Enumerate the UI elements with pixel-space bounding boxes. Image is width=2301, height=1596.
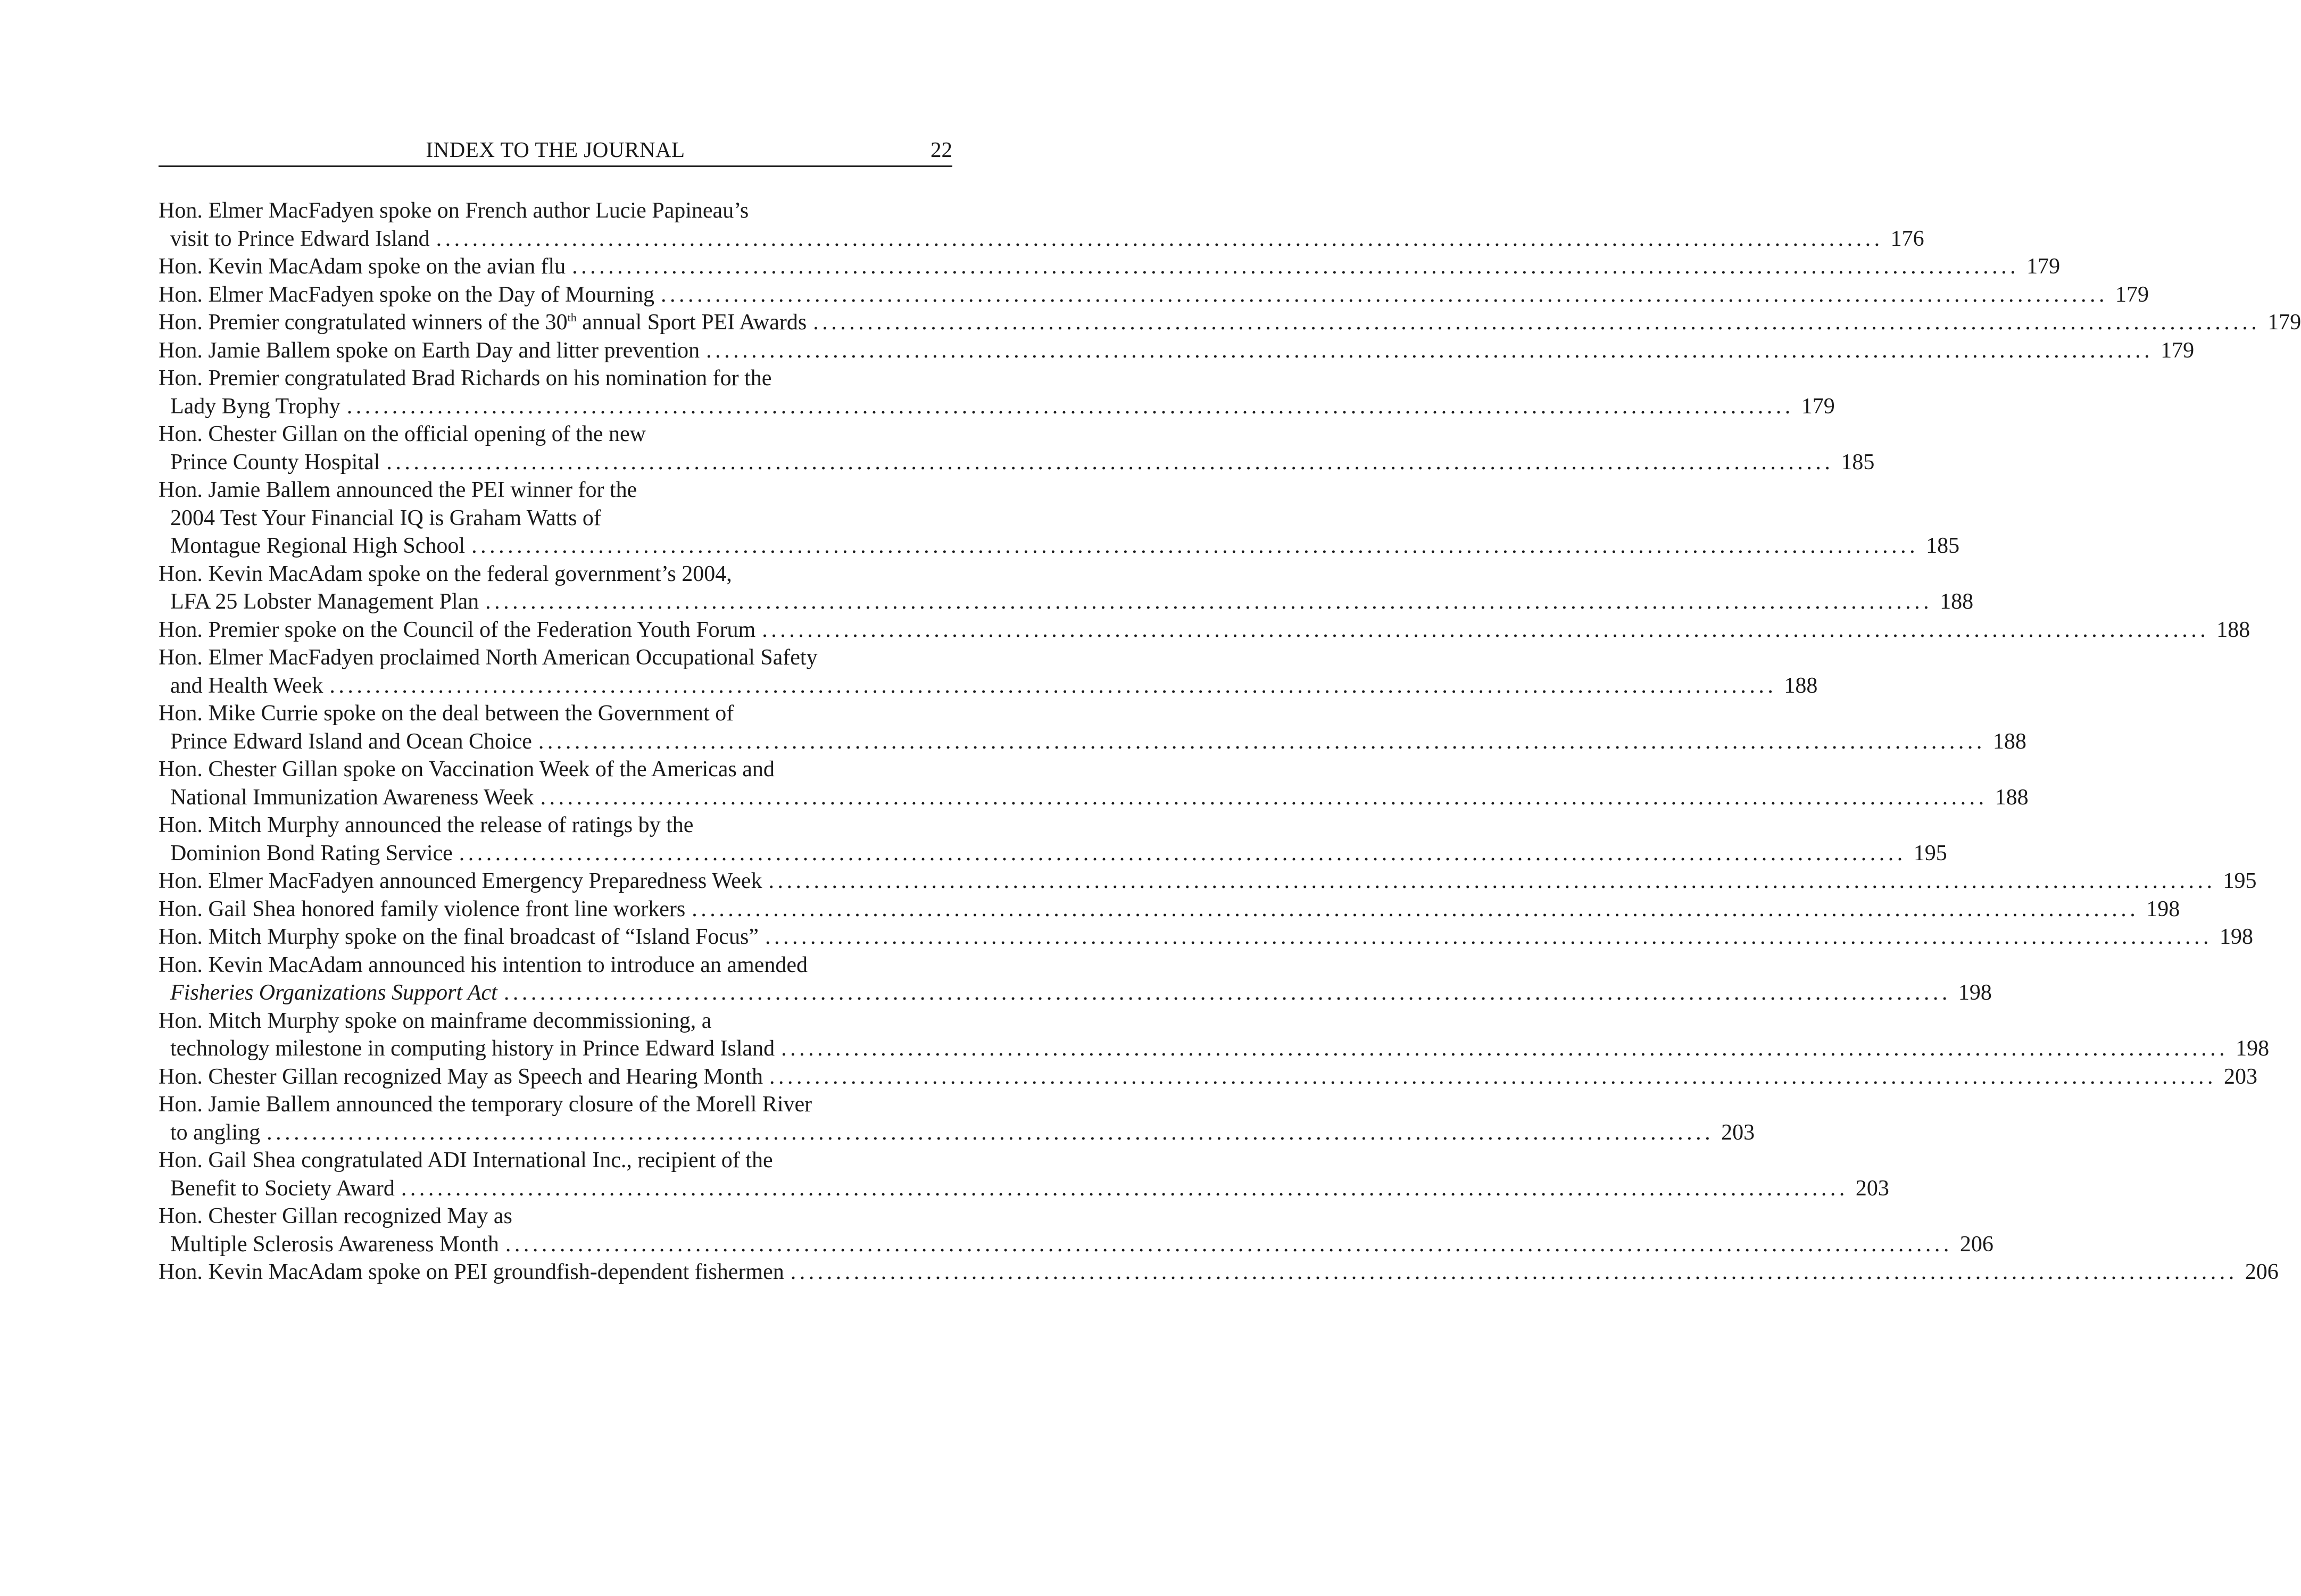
entry-line	[159, 448, 1875, 477]
page-reference: 179	[2267, 310, 2301, 335]
page-reference: 188	[1995, 785, 2029, 810]
entry-text: Lady Byng Trophy	[170, 394, 340, 419]
dot-leader: ................................................................................................................................................................	[572, 254, 2020, 279]
entry-text: Hon. Kevin MacAdam spoke on the avian flu	[159, 254, 566, 279]
dot-leader: ................................................................................................................................................................	[769, 1064, 2217, 1089]
page-reference: 198	[2236, 1036, 2270, 1061]
entry-line	[159, 476, 952, 504]
index-entry	[159, 1258, 2279, 1286]
entry-text: Prince County Hospital	[170, 450, 380, 475]
entry-text: Hon. Mitch Murphy spoke on the final broadcast of “Island Focus”	[159, 925, 759, 949]
entry-line	[159, 616, 2250, 644]
page-reference: 198	[2146, 896, 2180, 921]
page-reference: 185	[1841, 450, 1875, 475]
entry-line	[159, 309, 2301, 337]
page-reference: 198	[1958, 980, 1992, 1005]
entry-text: Hon. Elmer MacFadyen spoke on French author Lucie Papineau’s	[159, 198, 749, 223]
entry-line	[159, 1119, 1755, 1147]
entry-line	[159, 672, 1818, 700]
entry-line	[159, 364, 952, 393]
entry-text: National Immunization Awareness Week	[170, 785, 534, 810]
page-reference: 195	[1913, 841, 1947, 866]
entry-line	[159, 281, 2149, 309]
entry-line	[159, 560, 952, 588]
dot-leader: ................................................................................................................................................................	[538, 729, 1986, 754]
entry-text: to angling	[170, 1120, 261, 1145]
entry-text: Hon. Mike Currie spoke on the deal between the Government of	[159, 701, 734, 726]
entry-text: Hon. Kevin MacAdam spoke on PEI groundfish-dependent fishermen	[159, 1260, 784, 1284]
dot-leader: ................................................................................................................................................................	[813, 310, 2261, 335]
index-entry	[159, 867, 2257, 895]
index-entry	[159, 281, 2149, 309]
dot-leader: ................................................................................................................................................................	[329, 673, 1777, 698]
entry-line	[159, 504, 952, 533]
entry-line	[159, 337, 2195, 365]
running-header	[159, 136, 952, 167]
entry-line	[159, 728, 2026, 756]
entry-text: Hon. Chester Gillan on the official opening of the new	[159, 422, 646, 446]
entry-text: Hon. Mitch Murphy spoke on mainframe decommissioning, a	[159, 1008, 712, 1033]
entry-line	[159, 700, 952, 728]
page-reference: 203	[1721, 1120, 1755, 1145]
page-reference: 206	[1959, 1232, 1993, 1257]
entry-line	[159, 811, 952, 839]
index-entry	[159, 951, 1992, 1007]
entry-text: Prince Edward Island and Ocean Choice	[170, 729, 532, 754]
entry-text: Hon. Kevin MacAdam spoke on the federal government’s 2004,	[159, 561, 732, 586]
entry-line	[159, 197, 952, 225]
entry-line	[159, 1146, 952, 1175]
dot-leader: ................................................................................................................................................................	[386, 450, 1834, 475]
index-entry	[159, 616, 2250, 644]
entry-line	[159, 1202, 952, 1231]
entry-line	[159, 1175, 1889, 1203]
entry-line	[159, 1007, 952, 1035]
page-reference: 188	[2216, 617, 2250, 642]
dot-leader: ................................................................................................................................................................	[505, 1232, 1953, 1257]
index-entry	[159, 644, 1818, 700]
page-reference: 206	[2245, 1260, 2279, 1284]
header-title: INDEX TO THE JOURNAL	[426, 137, 685, 162]
dot-leader: ................................................................................................................................................................	[503, 980, 1951, 1005]
dot-leader: ................................................................................................................................................................	[267, 1120, 1714, 1145]
entry-text-part: Hon. Premier congratulated winners of the 30	[159, 310, 568, 335]
dot-leader: ................................................................................................................................................................	[692, 896, 2139, 921]
dot-leader: ................................................................................................................................................................	[459, 841, 1906, 866]
entry-line	[159, 532, 1960, 560]
index-entry	[159, 895, 2180, 924]
dot-leader: ................................................................................................................................................................	[401, 1176, 1848, 1201]
entry-text: Hon. Chester Gillan spoke on Vaccination Week of the Americas and	[159, 757, 775, 782]
index-entry	[159, 420, 1875, 476]
index-entry	[159, 476, 1960, 560]
dot-leader: ................................................................................................................................................................	[660, 282, 2108, 307]
dot-leader: ................................................................................................................................................................	[781, 1036, 2229, 1061]
page-reference: 188	[1992, 729, 2026, 754]
entry-text: Multiple Sclerosis Awareness Month	[170, 1232, 499, 1257]
dot-leader: ................................................................................................................................................................	[471, 534, 1919, 558]
entry-line	[159, 253, 2061, 281]
index-entry	[159, 923, 2253, 951]
entry-text: Montague Regional High School	[170, 534, 466, 558]
page-reference: 179	[2026, 254, 2061, 279]
dot-leader: ................................................................................................................................................................	[540, 785, 1988, 810]
page-reference: 203	[2224, 1064, 2258, 1089]
entry-text: Hon. Mitch Murphy announced the release of ratings by the	[159, 813, 694, 837]
header-page-number: 22	[931, 137, 952, 162]
page-reference: 179	[1801, 394, 1835, 419]
entry-text: Hon. Gail Shea honored family violence front line workers	[159, 896, 686, 921]
dot-leader: ................................................................................................................................................................	[768, 869, 2216, 893]
entry-line	[159, 1258, 2279, 1286]
entry-text: technology milestone in computing history in Prince Edward Island	[170, 1036, 775, 1061]
entry-line	[159, 951, 952, 979]
entry-line	[159, 755, 952, 784]
entry-text: Dominion Bond Rating Service	[170, 841, 453, 866]
page-reference: 198	[2219, 925, 2253, 949]
page-reference: 188	[1784, 673, 1818, 698]
page-reference: 176	[1890, 226, 1924, 251]
entry-line	[159, 839, 1947, 868]
entry-line	[159, 923, 2253, 951]
index-entry	[159, 364, 1835, 420]
index-entry	[159, 811, 1947, 867]
entry-text: Fisheries Organizations Support Act	[170, 980, 497, 1005]
index-entry	[159, 560, 1974, 616]
dot-leader: ................................................................................................................................................................	[762, 617, 2209, 642]
page-reference: 185	[1926, 534, 1960, 558]
entry-line	[159, 420, 952, 448]
entry-text: Hon. Jamie Ballem announced the PEI winner for the	[159, 478, 637, 502]
entry-line	[159, 644, 952, 672]
entry-text: Hon. Premier congratulated Brad Richards on his nomination for the	[159, 366, 772, 390]
entry-text: Benefit to Society Award	[170, 1176, 395, 1201]
dot-leader: ................................................................................................................................................................	[790, 1260, 2238, 1284]
page-reference: 195	[2223, 869, 2257, 893]
index-entry	[159, 755, 2029, 811]
index-entry	[159, 197, 1924, 253]
entry-text: visit to Prince Edward Island	[170, 226, 430, 251]
entry-text: Hon. Chester Gillan recognized May as	[159, 1204, 512, 1228]
entry-text: Hon. Elmer MacFadyen spoke on the Day of Mourning	[159, 282, 654, 307]
dot-leader: ................................................................................................................................................................	[346, 394, 1794, 419]
entry-text: Hon. Jamie Ballem announced the temporary closure of the Morell River	[159, 1092, 812, 1117]
entry-text: Hon. Elmer MacFadyen proclaimed North American Occupational Safety	[159, 645, 818, 670]
entry-text: Hon. Premier spoke on the Council of the Federation Youth Forum	[159, 617, 756, 642]
index-entry	[159, 337, 2195, 365]
index-entry	[159, 253, 2061, 281]
entry-text-part: annual Sport PEI Awards	[576, 310, 807, 335]
entry-text	[159, 309, 807, 337]
entry-line	[159, 979, 1992, 1007]
entry-line	[159, 895, 2180, 924]
entry-line	[159, 784, 2029, 812]
index-entry	[159, 309, 2301, 337]
index-entry	[159, 1146, 1889, 1202]
page-reference: 203	[1855, 1176, 1889, 1201]
index-entry	[159, 1091, 1755, 1146]
page-reference: 179	[2161, 338, 2195, 363]
index-entries	[159, 197, 2301, 1286]
entry-text: Hon. Gail Shea congratulated ADI International Inc., recipient of the	[159, 1148, 773, 1173]
index-entry	[159, 1007, 2270, 1063]
entry-text: and Health Week	[170, 673, 323, 698]
index-entry	[159, 1063, 2258, 1091]
entry-text: Hon. Chester Gillan recognized May as Speech and Hearing Month	[159, 1064, 763, 1089]
entry-text: 2004 Test Your Financial IQ is Graham Watts of	[170, 505, 601, 530]
page-reference: 188	[1940, 589, 1974, 614]
dot-leader: ................................................................................................................................................................	[485, 589, 1933, 614]
dot-leader: ................................................................................................................................................................	[706, 338, 2154, 363]
entry-line	[159, 1091, 952, 1119]
entry-line	[159, 225, 1924, 253]
entry-line	[159, 1231, 1993, 1259]
entry-line	[159, 867, 2257, 895]
ordinal-superscript: th	[567, 311, 577, 324]
page-reference: 179	[2115, 282, 2149, 307]
entry-line	[159, 393, 1835, 421]
entry-text: Hon. Elmer MacFadyen announced Emergency Preparedness Week	[159, 869, 762, 893]
index-entry	[159, 1202, 1993, 1258]
entry-text: Hon. Kevin MacAdam announced his intention to introduce an amended	[159, 952, 808, 977]
entry-line	[159, 1035, 2270, 1063]
entry-line	[159, 1063, 2258, 1091]
dot-leader: ................................................................................................................................................................	[765, 925, 2212, 949]
dot-leader: ................................................................................................................................................................	[436, 226, 1883, 251]
entry-text: Hon. Jamie Ballem spoke on Earth Day and litter prevention	[159, 338, 700, 363]
entry-line	[159, 588, 1974, 616]
index-entry	[159, 700, 2026, 755]
entry-text: LFA 25 Lobster Management Plan	[170, 589, 479, 614]
